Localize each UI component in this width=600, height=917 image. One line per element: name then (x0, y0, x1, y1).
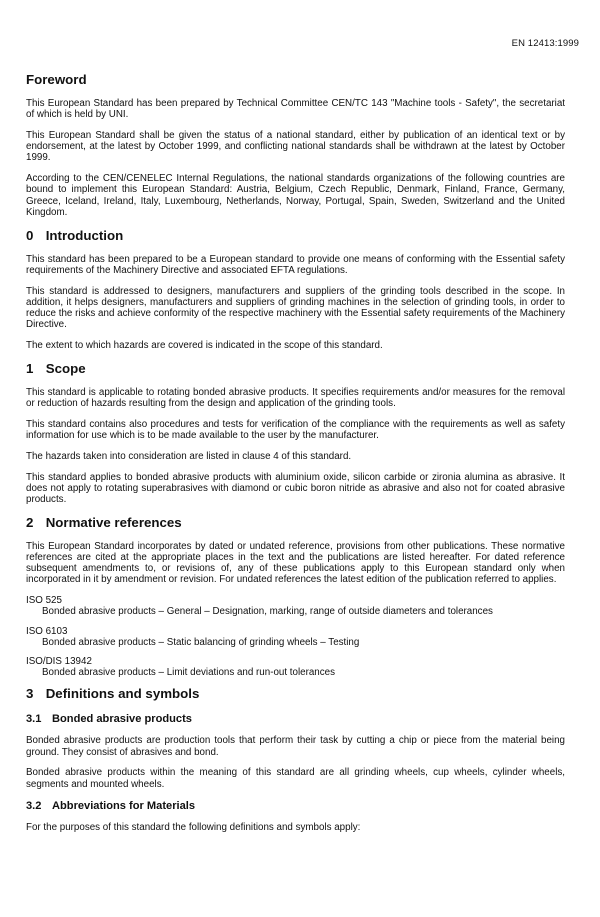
reference-item (26, 656, 565, 678)
normative-references-heading (26, 515, 565, 531)
paragraph: The hazards taken into consideration are listed in clause 4 of this standard. (26, 450, 352, 462)
reference-code: ISO 6103 (26, 625, 68, 637)
section-number: 3 (26, 686, 34, 702)
paragraph: The extent to which hazards are covered is indicated in the scope of this standard. (26, 340, 383, 352)
definitions-heading (26, 686, 565, 702)
paragraph: This standard is addressed to designers, manufacturers and suppliers of the grinding tools described in the scope. In addition, it helps designers, manufacturers and suppliers of grinding machines in the selection of grinding tools, in order to reduce the risks and achieve conformity of the respective machinery with the Essential safety requirements of the Machinery Directive. (26, 285, 565, 331)
section-title: Definitions and symbols (45, 686, 200, 702)
section-title: Scope (45, 360, 86, 376)
reference-item (26, 626, 565, 648)
subsection-number: 3.1 (26, 713, 42, 726)
subsection-number: 3.2 (26, 800, 42, 813)
subsection-title: Bonded abrasive products (52, 713, 192, 726)
paragraph: This standard contains also procedures and tests for verification of the compliance with the requirements as well as safety information for use which is to be made available to the user by the manufacturer. (26, 418, 565, 442)
subsection-title: Abbreviations for Materials (52, 800, 196, 813)
paragraph: This European Standard has been prepared by Technical Committee CEN/TC 143 "Machine tools - Safety", the secretariat of which is held by UNI. (26, 98, 565, 121)
reference-code: ISO/DIS 13942 (26, 656, 92, 668)
paragraph: This European Standard shall be given the status of a national standard, either by publication of an identical text or by endorsement, at the latest by October 1999, and conflicting national standards shall be withdrawn at the latest by October 1999. (26, 130, 565, 164)
page-content (26, 72, 565, 843)
subsection-heading (26, 712, 565, 726)
subsection-heading (26, 799, 565, 813)
foreword-section (26, 72, 565, 218)
paragraph: According to the CEN/CENELEC Internal Regulations, the national standards organizations of the following countries are bound to implement this European Standard: Austria, Belgium, Czech Republic, Denmark, Finland, France, Germany, Greece, Iceland, Ireland, Italy, Luxembourg, Netherlands, Norway, Portugal, Spain, Sweden, Switzerland and the United Kingdom. (26, 173, 565, 218)
reference-item (26, 595, 565, 617)
paragraph: For the purposes of this standard the following definitions and symbols apply: (26, 822, 361, 834)
normative-references-section (26, 515, 565, 679)
paragraph: This European Standard incorporates by dated or undated reference, provisions from other publications. These normative references are cited at the appropriate places in the text and the publications are listed hereafter. For dated reference subsequent amendments to, or revisions of, any of these publications apply to this European standard only when incorporated in it by amendment or revision. For undated references the latest edition of the publication referred to applies. (26, 540, 565, 586)
paragraph: This standard is applicable to rotating bonded abrasive products. It specifies requirements and/or measures for the removal or reduction of hazards resulting from the design and application of the grinding tools. (26, 386, 565, 410)
paragraph: Bonded abrasive products are production tools that perform their task by cutting a chip or piece from the material being ground. They consist of abrasives and bond. (26, 735, 565, 758)
section-title: Introduction (45, 227, 124, 243)
introduction-heading (26, 228, 565, 244)
paragraph: This standard has been prepared to be a European standard to provide one means of conforming with the Essential safety requirements of the Machinery Directive and associated EFTA regulations. (26, 253, 565, 276)
paragraph: Bonded abrasive products within the meaning of this standard are all grinding wheels, cup wheels, cylinder wheels, segments and mounted wheels. (26, 767, 565, 790)
reference-title: Bonded abrasive products – General – Designation, marking, range of outside diameters and tolerances (42, 606, 493, 618)
section-number: 1 (26, 360, 34, 376)
reference-title: Bonded abrasive products – Limit deviations and run-out tolerances (42, 667, 335, 679)
scope-heading (26, 361, 565, 377)
reference-title: Bonded abrasive products – Static balancing of grinding wheels – Testing (42, 636, 360, 648)
section-number: 2 (26, 514, 34, 530)
section-title: Normative references (45, 514, 182, 530)
foreword-heading: Foreword (26, 72, 87, 87)
section-number: 0 (26, 227, 34, 243)
introduction-section (26, 228, 565, 352)
reference-code: ISO 525 (26, 595, 62, 607)
document-id: EN 12413:1999 (511, 38, 579, 49)
paragraph: This standard applies to bonded abrasive products with aluminium oxide, silicon carbide or zironia alumina as abrasive. It does not apply to rotating superabrasives with diamond or cubic boron nitride as abrasive and also not for coated abrasive products. (26, 471, 565, 506)
scope-section (26, 361, 565, 505)
definitions-section (26, 686, 565, 833)
